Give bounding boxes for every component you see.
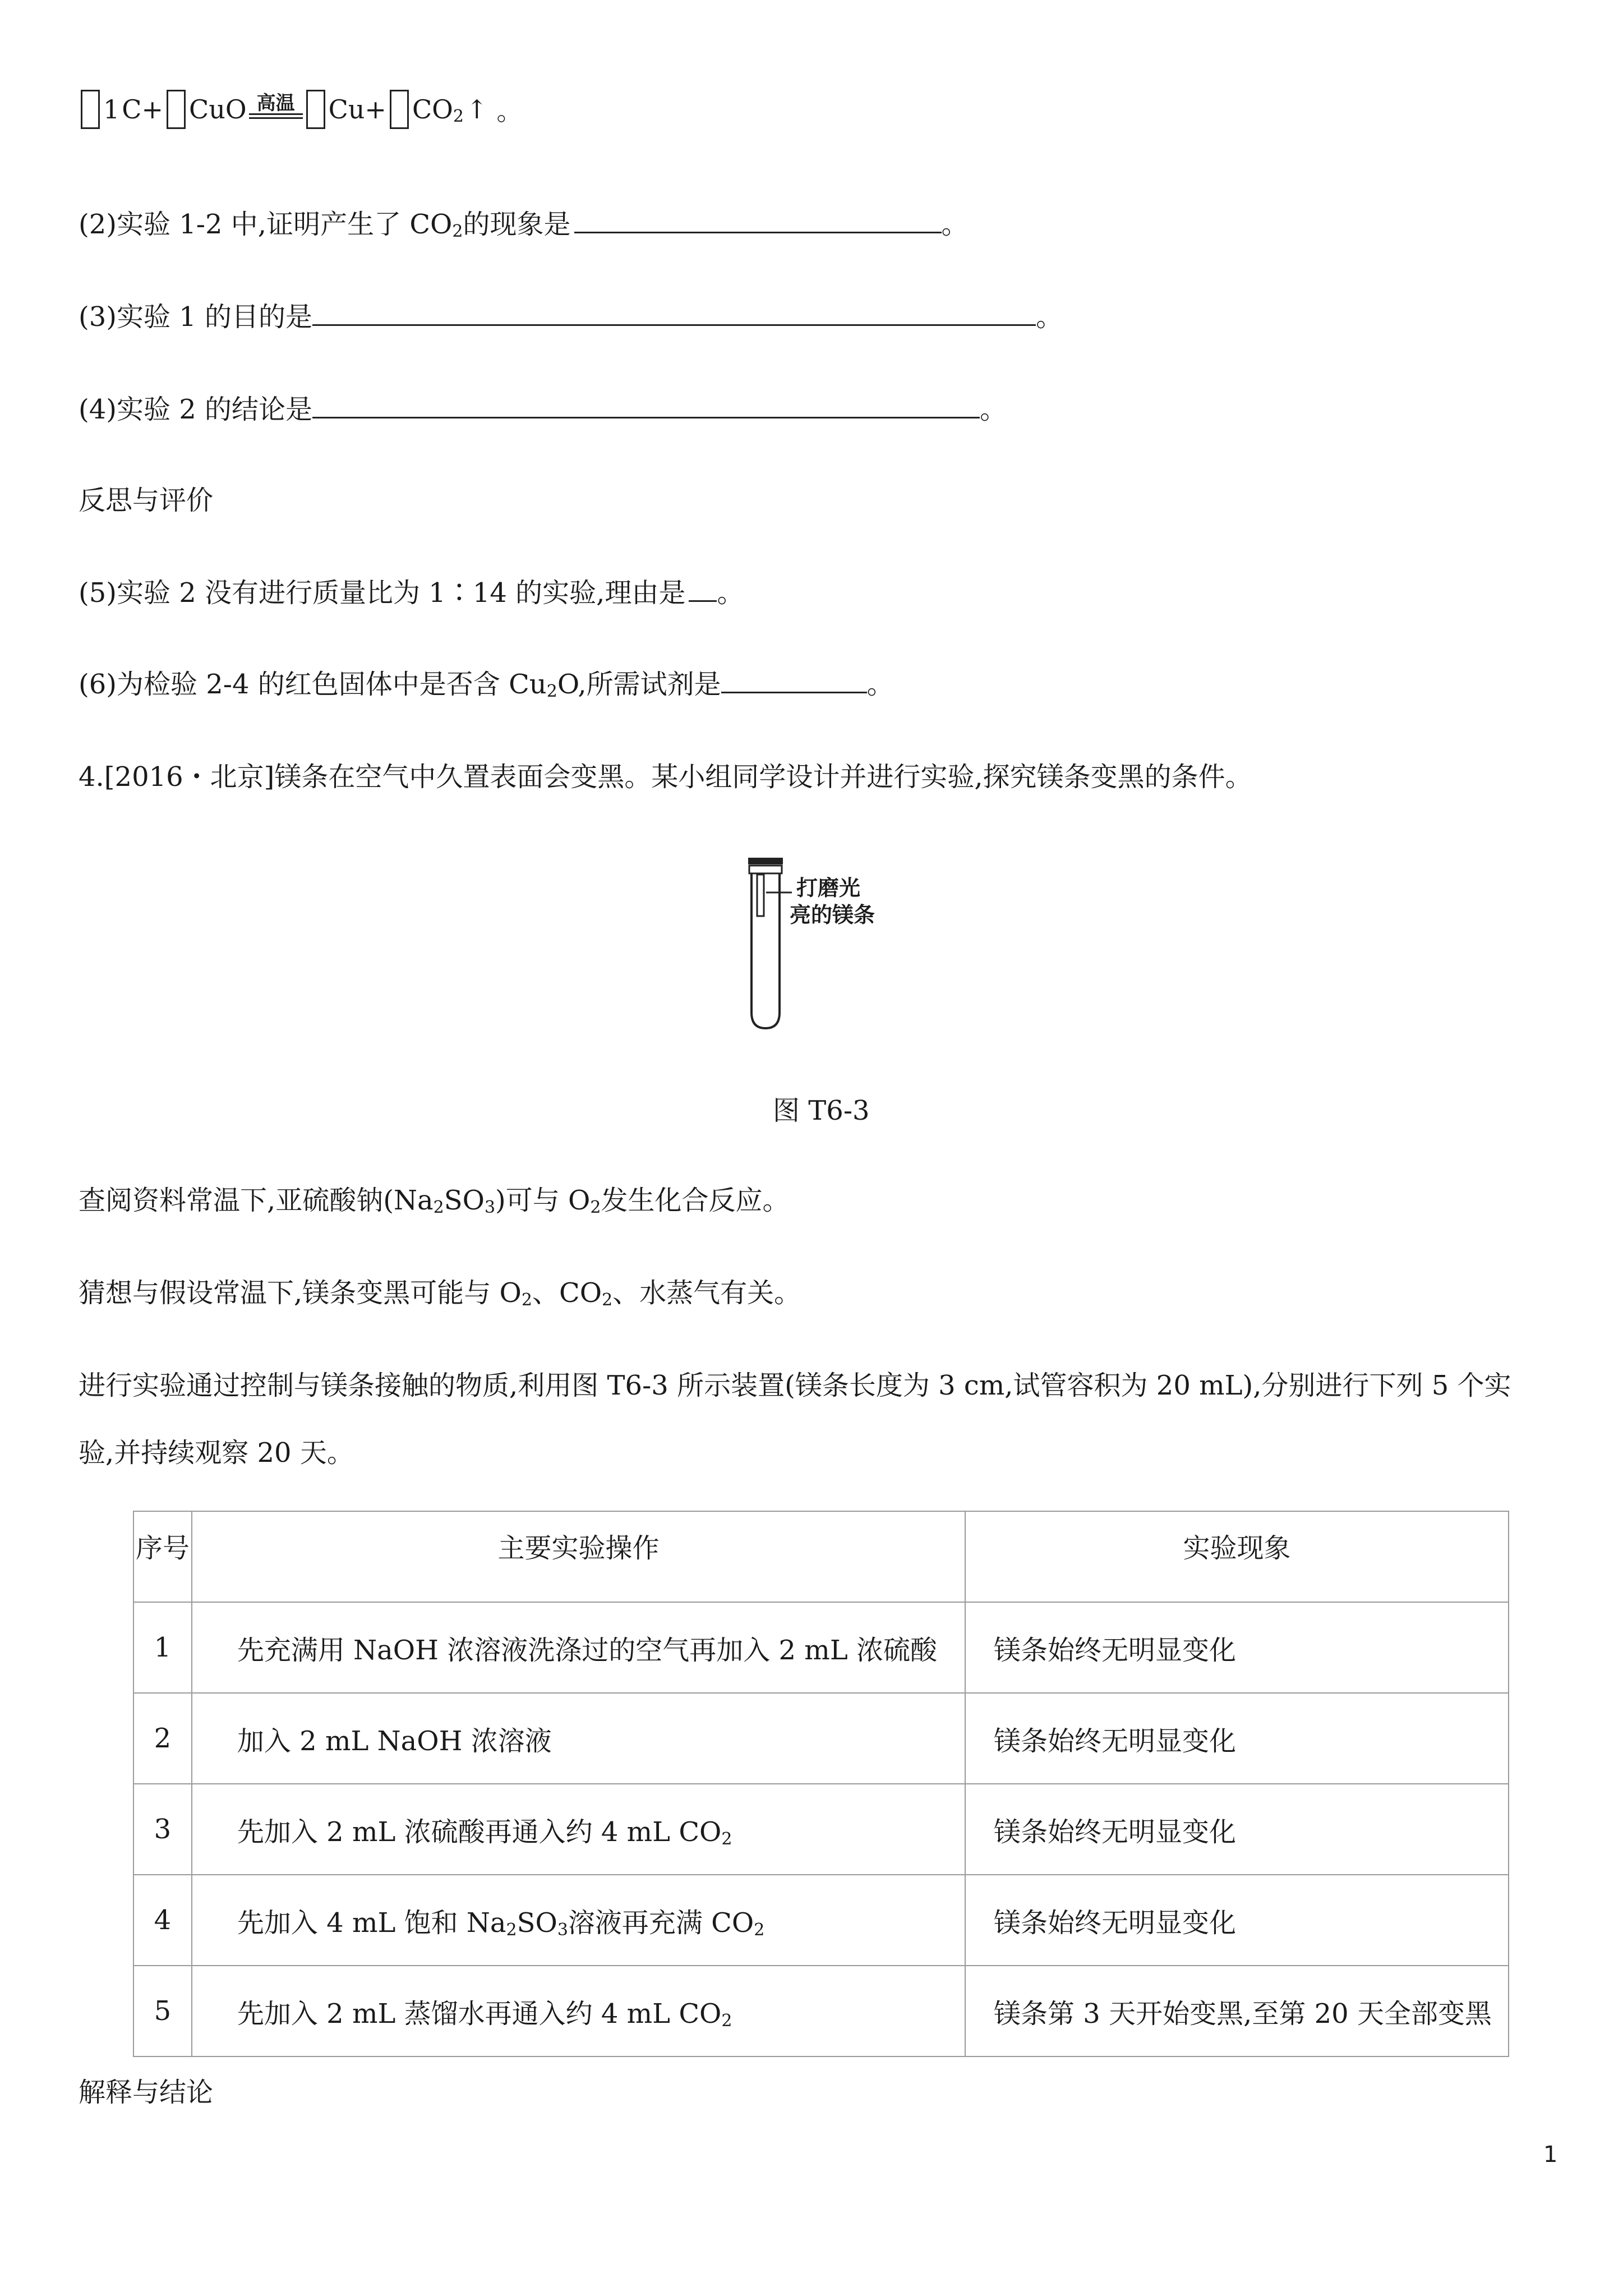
table-row [133, 1966, 1509, 2056]
coefficient-box[interactable] [81, 90, 100, 129]
figure-label: 打磨光 [796, 876, 861, 900]
row-number: 1 [133, 1602, 192, 1693]
reactant-carbon: C+ [122, 94, 164, 125]
reactant-copper-oxide: CuO [189, 94, 247, 125]
table-row [133, 1693, 1509, 1784]
row-result: 镁条始终无明显变化 [965, 1693, 1509, 1784]
hypothesis: 猜想与假设常温下,镁条变黑可能与 $O_2$、$CO_2$、水蒸气有关。 [79, 1277, 801, 1310]
row-result: 镁条第 3 天开始变黑,至第 20 天全部变黑 [965, 1966, 1509, 2056]
question-5: (5)实验 2 没有进行质量比为 1∶14 的实验,理由是 。 [79, 577, 744, 609]
experiment-table [133, 1511, 1509, 2057]
product-co2: $CO_2$ [412, 94, 464, 126]
coefficient-box[interactable] [390, 90, 409, 129]
page-number: 1 [1543, 2142, 1558, 2168]
table-row [133, 1784, 1509, 1875]
gas-arrow-icon: ↑ [465, 94, 488, 125]
row-operation: 先加入 4 mL 饱和 $Na_2SO_3$溶液再充满 $CO_2$ [192, 1875, 965, 1966]
problem-4-intro: 4.[2016・北京]镁条在空气中久置表面会变黑。某小组同学设计并进行实验,探究镁条变黑的条件。 [79, 761, 1252, 793]
period: 。 [496, 96, 523, 126]
reflection-heading: 反思与评价 [79, 485, 214, 516]
conclusion-heading: 解释与结论 [79, 2077, 214, 2108]
answer-blank[interactable] [312, 394, 980, 418]
table-header-row [133, 1511, 1509, 1602]
reaction-condition [249, 93, 303, 119]
row-operation: 先加入 2 mL 蒸馏水再通入约 4 mL $CO_2$ [192, 1966, 965, 2056]
figure-test-tube [729, 850, 920, 1035]
row-number: 4 [133, 1875, 192, 1966]
coefficient-box[interactable] [306, 90, 325, 129]
balance-equation [79, 90, 524, 129]
header-operation: 主要实验操作 [192, 1511, 965, 1602]
condition-label: 高温 [256, 92, 295, 114]
row-result: 镁条始终无明显变化 [965, 1875, 1509, 1966]
row-number: 3 [133, 1784, 192, 1875]
row-result: 镁条始终无明显变化 [965, 1602, 1509, 1693]
header-phenomenon: 实验现象 [965, 1511, 1509, 1602]
equals-sign [249, 113, 303, 119]
experiment-description: 进行实验通过控制与镁条接触的物质,利用图 T6-3 所示装置(镁条长度为 3 cm,试管容积为 20 mL),分别进行下列 5 个实 [79, 1370, 1511, 1401]
row-number: 5 [133, 1966, 192, 2056]
table-row [133, 1602, 1509, 1693]
answer-blank[interactable] [312, 302, 1036, 326]
figure-label: 亮的镁条 [790, 903, 875, 927]
row-operation: 先加入 2 mL 浓硫酸再通入约 4 mL $CO_2$ [192, 1784, 965, 1875]
question-3: (3)实验 1 的目的是 。 [79, 301, 1063, 333]
answer-blank[interactable] [574, 209, 942, 233]
product-copper: Cu+ [328, 94, 386, 125]
experiment-description-cont: 验,并持续观察 20 天。 [79, 1437, 354, 1469]
coefficient-value: 1 [103, 94, 120, 125]
question-6: (6)为检验 2-4 的红色固体中是否含 $Cu_2O$,所需试剂是 。 [79, 669, 894, 701]
table-row [133, 1875, 1509, 1966]
figure-caption: 图 T6-3 [773, 1095, 870, 1126]
question-2: (2)实验 1-2 中,证明产生了 $CO_2$的现象是 。 [79, 209, 969, 241]
row-number: 2 [133, 1693, 192, 1784]
answer-blank[interactable] [689, 578, 717, 602]
question-4: (4)实验 2 的结论是 。 [79, 394, 1007, 425]
header-number: 序号 [133, 1511, 192, 1602]
coefficient-box[interactable] [167, 90, 186, 129]
row-operation: 先充满用 NaOH 浓溶液洗涤过的空气再加入 2 mL 浓硫酸 [192, 1602, 965, 1693]
answer-blank[interactable] [721, 669, 867, 693]
row-result: 镁条始终无明显变化 [965, 1784, 1509, 1875]
row-operation: 加入 2 mL NaOH 浓溶液 [192, 1693, 965, 1784]
reference-info: 查阅资料常温下,亚硫酸钠$(Na_2SO_3)$可与 $O_2$发生化合反应。 [79, 1185, 790, 1217]
